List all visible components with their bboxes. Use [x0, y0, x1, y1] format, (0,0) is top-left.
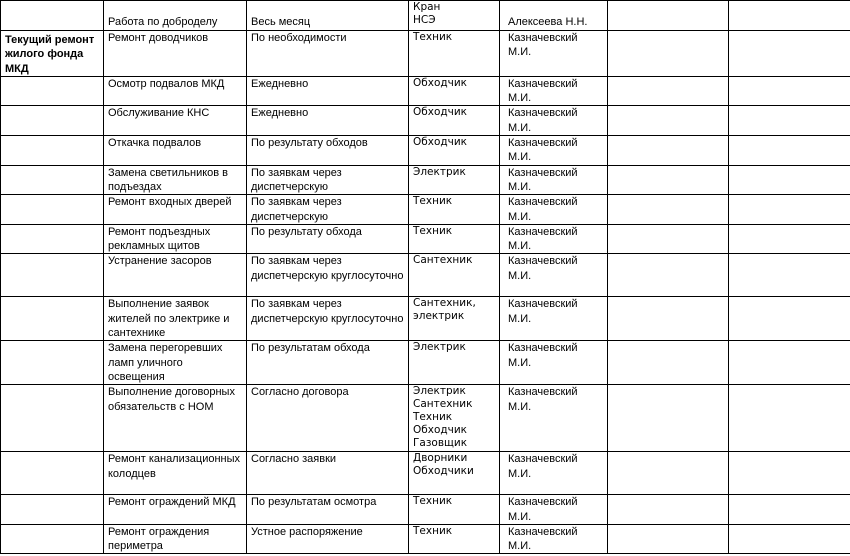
empty-cell: [729, 76, 850, 106]
executor-cell: Техник: [409, 195, 500, 225]
executor-cell: Техник: [409, 224, 500, 254]
responsible-cell: Казначевский М.И.: [500, 76, 608, 106]
period-cell: По заявкам через диспетчерскую круглосуточно: [247, 297, 409, 341]
empty-cell: [608, 106, 729, 136]
period-cell: По результатам обхода: [247, 341, 409, 385]
executor-cell: Сантехник: [409, 254, 500, 297]
empty-cell: [729, 31, 850, 77]
table-row: [1, 452, 850, 495]
period-cell: По результатам осмотра: [247, 495, 409, 525]
table-row: [1, 297, 850, 341]
table-row: [1, 165, 850, 195]
period-cell: Устное распоряжение: [247, 524, 409, 554]
empty-cell: [729, 136, 850, 166]
responsible-cell: Казначевский М.И.: [500, 106, 608, 136]
empty-cell: [729, 165, 850, 195]
section-title: Текущий ремонт жилого фонда МКД: [1, 31, 104, 77]
header-executor: [409, 1, 500, 31]
empty-cell: [608, 31, 729, 77]
work-cell: Устранение засоров: [104, 254, 247, 297]
executor-cell: Сантехник, электрик: [409, 297, 500, 341]
table-row: [1, 341, 850, 385]
responsible-cell: Казначевский М.И.: [500, 136, 608, 166]
table-row: [1, 495, 850, 525]
empty-cell: [729, 495, 850, 525]
executor-cell: Обходчик: [409, 76, 500, 106]
empty-cell: [729, 385, 850, 452]
empty-cell: [729, 452, 850, 495]
empty-cell: [1, 195, 104, 225]
empty-cell: [729, 195, 850, 225]
table-row: [1, 76, 850, 106]
work-cell: Ремонт входных дверей: [104, 195, 247, 225]
period-cell: Согласно заявки: [247, 452, 409, 495]
empty-cell: [608, 452, 729, 495]
period-cell: Ежедневно: [247, 106, 409, 136]
responsible-cell: Казначевский М.И.: [500, 254, 608, 297]
period-cell: Согласно договора: [247, 385, 409, 452]
work-cell: Выполнение заявок жителей по электрике и сантехнике: [104, 297, 247, 341]
empty-cell: [1, 76, 104, 106]
header-work: Работа по добpоделу: [104, 1, 247, 31]
table-row: [1, 31, 850, 77]
header-executor-top: Кран: [413, 1, 441, 13]
empty-cell: [1, 495, 104, 525]
empty-cell: [608, 195, 729, 225]
empty-cell: [729, 224, 850, 254]
work-cell: Ремонт канализационных колодцев: [104, 452, 247, 495]
executor-cell: Электрик Сантехник Техник Обходчик Газовщик: [409, 385, 500, 452]
responsible-cell: Казначевский М.И.: [500, 385, 608, 452]
executor-cell: Техник: [409, 495, 500, 525]
empty-cell: [1, 136, 104, 166]
empty-cell: [1, 297, 104, 341]
executor-cell: Обходчик: [409, 136, 500, 166]
work-cell: Ремонт ограждений МКД: [104, 495, 247, 525]
period-cell: По результату обхода: [247, 224, 409, 254]
work-cell: Ремонт доводчиков: [104, 31, 247, 77]
empty-cell: [608, 136, 729, 166]
period-cell: По заявкам через диспетчерскую круглосуточно: [247, 254, 409, 297]
executor-cell: Электрик: [409, 165, 500, 195]
work-cell: Откачка подвалов: [104, 136, 247, 166]
responsible-cell: Казначевский М.И.: [500, 341, 608, 385]
empty-cell: [1, 524, 104, 554]
work-cell: Замена светильников в подъездах: [104, 165, 247, 195]
empty-cell: [729, 524, 850, 554]
work-cell: Обслуживание КНС: [104, 106, 247, 136]
empty-cell: [1, 1, 104, 31]
header-executor-main: НСЭ: [413, 14, 436, 26]
empty-cell: [1, 385, 104, 452]
responsible-cell: Казначевский М.И.: [500, 297, 608, 341]
empty-cell: [1, 224, 104, 254]
empty-cell: [1, 452, 104, 495]
table-row: [1, 195, 850, 225]
responsible-cell: Казначевский М.И.: [500, 165, 608, 195]
executor-cell: Техник: [409, 31, 500, 77]
empty-cell: [1, 254, 104, 297]
executor-cell: Обходчик: [409, 106, 500, 136]
empty-cell: [1, 341, 104, 385]
responsible-cell: Казначевский М.И.: [500, 195, 608, 225]
work-cell: Ремонт ограждения периметра: [104, 524, 247, 554]
period-cell: По результату обходов: [247, 136, 409, 166]
period-cell: Ежедневно: [247, 76, 409, 106]
empty-cell: [608, 495, 729, 525]
table-row: [1, 254, 850, 297]
period-cell: По заявкам через диспетчерскую: [247, 195, 409, 225]
empty-cell: [608, 165, 729, 195]
responsible-cell: Казначевский М.И.: [500, 495, 608, 525]
executor-cell: Электрик: [409, 341, 500, 385]
work-cell: Осмотр подвалов МКД: [104, 76, 247, 106]
empty-cell: [729, 1, 850, 31]
responsible-cell: Казначевский М.И.: [500, 452, 608, 495]
empty-cell: [729, 254, 850, 297]
table-row: [1, 106, 850, 136]
empty-cell: [608, 297, 729, 341]
empty-cell: [1, 165, 104, 195]
work-cell: Ремонт подъездных рекламных щитов: [104, 224, 247, 254]
empty-cell: [608, 224, 729, 254]
empty-cell: [608, 254, 729, 297]
empty-cell: [729, 341, 850, 385]
header-row: [1, 1, 850, 31]
table-row: [1, 385, 850, 452]
period-cell: По заявкам через диспетчерскую: [247, 165, 409, 195]
header-responsible: Алексеева Н.Н.: [500, 1, 608, 31]
empty-cell: [608, 524, 729, 554]
work-cell: Замена перегоревших ламп уличного освещения: [104, 341, 247, 385]
work-cell: Выполнение договорных обязательств с НОМ: [104, 385, 247, 452]
table-row: [1, 136, 850, 166]
period-cell: По необходимости: [247, 31, 409, 77]
responsible-cell: Казначевский М.И.: [500, 524, 608, 554]
table-row: [1, 224, 850, 254]
empty-cell: [608, 1, 729, 31]
empty-cell: [729, 297, 850, 341]
responsible-cell: Казначевский М.И.: [500, 224, 608, 254]
empty-cell: [1, 106, 104, 136]
header-period: Весь месяц: [247, 1, 409, 31]
empty-cell: [608, 76, 729, 106]
executor-cell: Дворники Обходчики: [409, 452, 500, 495]
executor-cell: Техник: [409, 524, 500, 554]
responsible-cell: Казначевский М.И.: [500, 31, 608, 77]
empty-cell: [608, 385, 729, 452]
empty-cell: [608, 341, 729, 385]
empty-cell: [729, 106, 850, 136]
table-row: [1, 524, 850, 554]
